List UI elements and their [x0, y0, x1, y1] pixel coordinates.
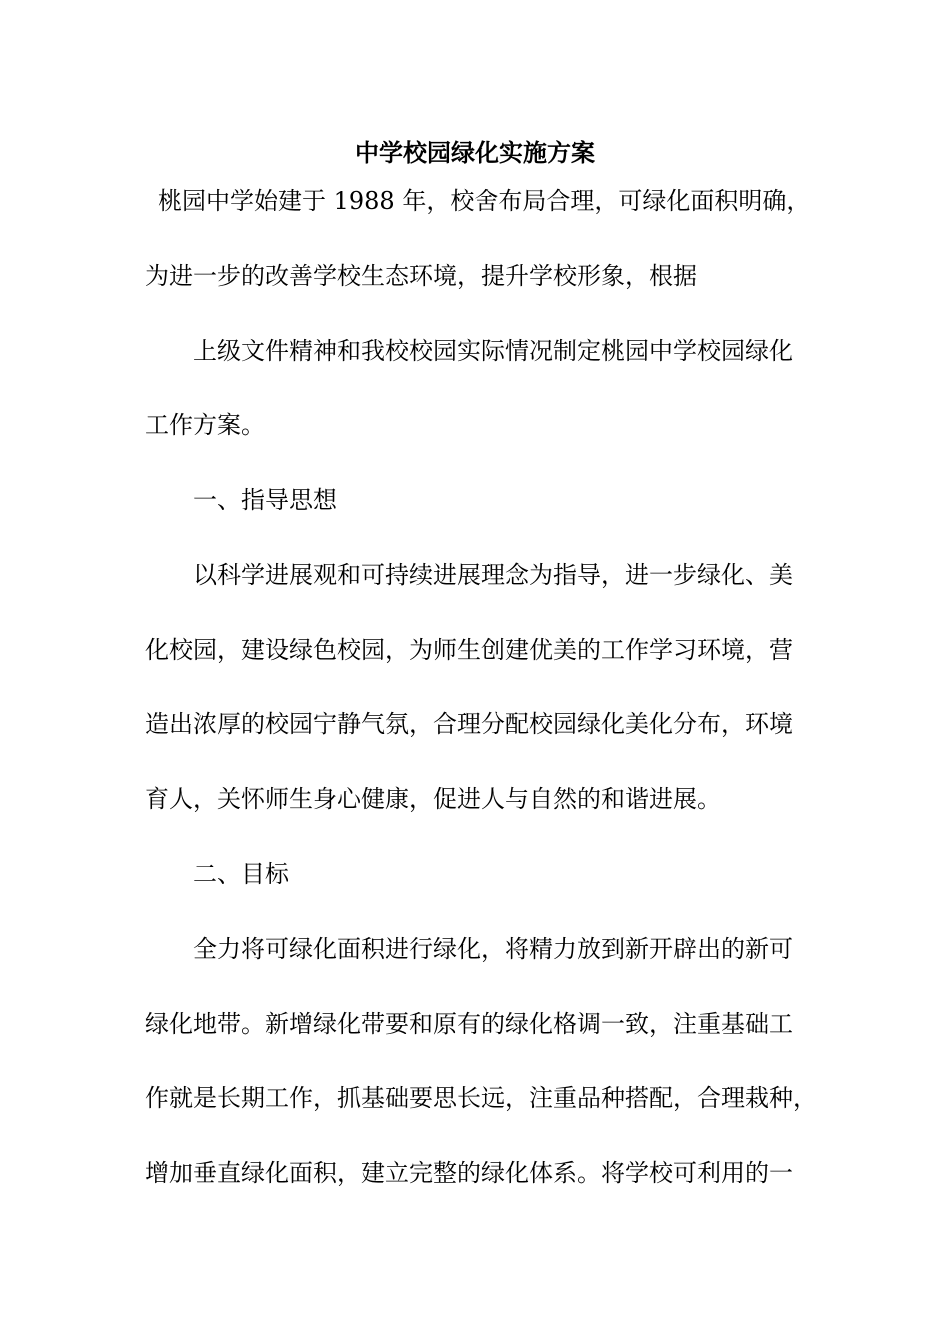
paragraph-line: 全力将可绿化面积进行绿化，将精力放到新开辟出的新可 [193, 935, 793, 963]
section-heading: 二、目标 [193, 860, 289, 888]
paragraph-line: 为进一步的改善学校生态环境，提升学校形象，根据 [145, 262, 697, 290]
paragraph-line: 增加垂直绿化面积，建立完整的绿化体系。将学校可利用的一 [145, 1159, 793, 1187]
paragraph-line: 工作方案。 [145, 411, 265, 439]
paragraph-line: 桃园中学始建于 1988 年，校舍布局合理，可绿化面积明确， [158, 187, 811, 215]
section-heading: 一、指导思想 [193, 486, 337, 514]
document-title: 中学校园绿化实施方案 [355, 138, 595, 167]
paragraph-line: 绿化地带。新增绿化带要和原有的绿化格调一致，注重基础工 [145, 1010, 793, 1038]
paragraph-line: 上级文件精神和我校校园实际情况制定桃园中学校园绿化 [193, 337, 793, 365]
paragraph-line: 育人，关怀师生身心健康，促进人与自然的和谐进展。 [145, 785, 721, 813]
paragraph-line: 作就是长期工作，抓基础要思长远，注重品种搭配，合理栽种， [145, 1084, 817, 1112]
paragraph-line: 造出浓厚的校园宁静气氛，合理分配校园绿化美化分布，环境 [145, 710, 793, 738]
paragraph-line: 以科学进展观和可持续进展理念为指导，进一步绿化、美 [193, 561, 793, 589]
paragraph-line: 化校园，建设绿色校园，为师生创建优美的工作学习环境，营 [145, 636, 793, 664]
